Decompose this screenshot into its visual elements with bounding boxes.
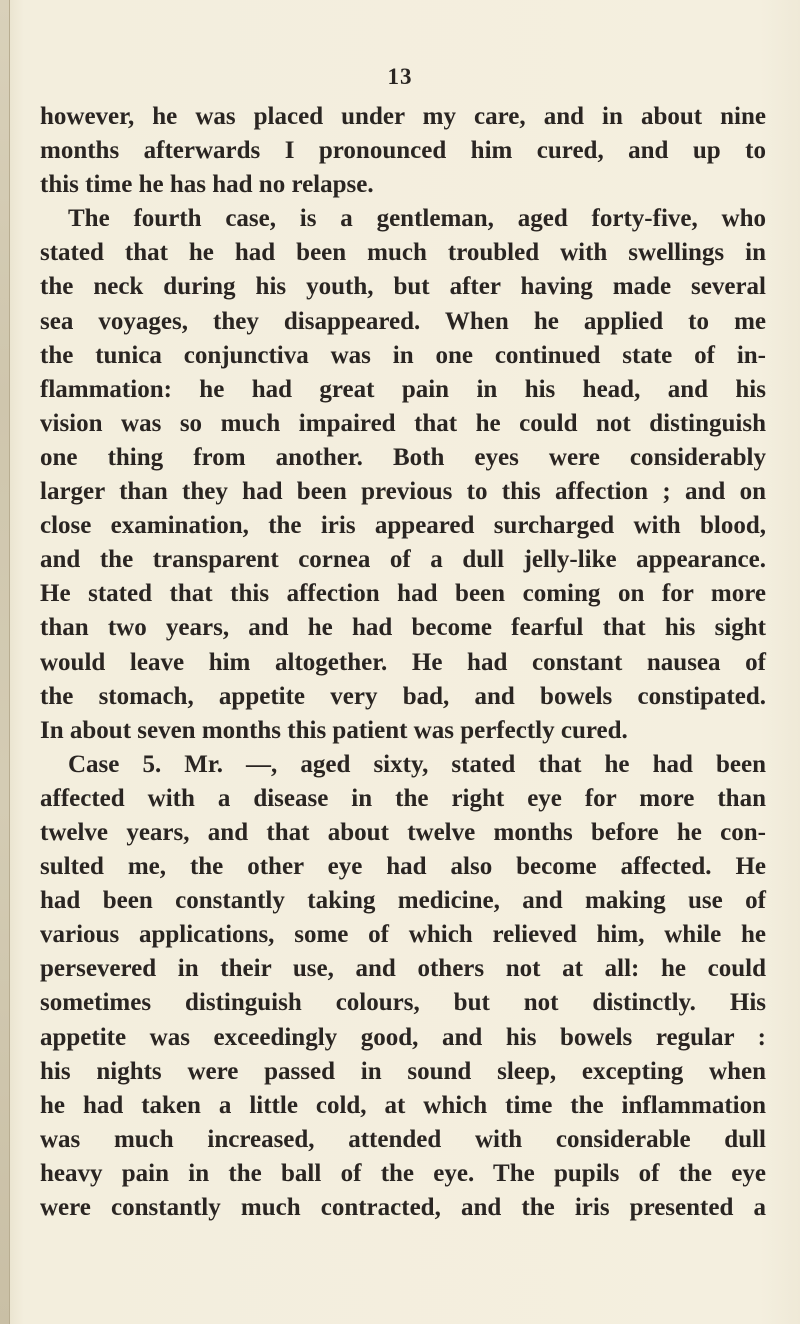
text-line: flammation: he had great pain in his head, and his <box>40 375 766 403</box>
page-number: 13 <box>387 64 413 89</box>
text-line: were constantly much contracted, and the iris presented a <box>40 1194 766 1221</box>
text-line: He stated that this affection had been coming on for more <box>40 580 766 608</box>
text-line: sometimes distinguish colours, but not distinctly. His <box>40 989 766 1017</box>
text-line: stated that he had been much troubled with swellings in <box>40 239 766 267</box>
text-line: and the transparent cornea of a dull jelly-like appearance. <box>40 546 766 574</box>
text-line: the neck during his youth, but after having made several <box>40 273 766 301</box>
text-line: had been constantly taking medicine, and making use of <box>40 887 766 915</box>
text-line: his nights were passed in sound sleep, excepting when <box>40 1057 766 1085</box>
text-line: he had taken a little cold, at which time the inflammation <box>40 1091 766 1119</box>
text-line: the tunica conjunctiva was in one continued state of in- <box>40 341 766 369</box>
body-text <box>40 100 766 1225</box>
text-line: sulted me, the other eye had also become affected. He <box>40 853 766 881</box>
text-line: close examination, the iris appeared surcharged with blood, <box>40 512 766 540</box>
text-line: In about seven months this patient was perfectly cured. <box>40 716 628 744</box>
text-line: twelve years, and that about twelve months before he con- <box>40 818 766 846</box>
text-line: months afterwards I pronounced him cured, and up to <box>40 137 766 165</box>
text-line: this time he has had no relapse. <box>40 171 374 199</box>
text-line: sea voyages, they disappeared. When he applied to me <box>40 307 766 335</box>
text-line: Case 5. Mr. —, aged sixty, stated that he had been <box>68 750 766 778</box>
text-line: affected with a disease in the right eye for more than <box>40 784 766 812</box>
text-line: appetite was exceedingly good, and his bowels regular : <box>40 1023 766 1051</box>
text-line: would leave him altogether. He had constant nausea of <box>40 648 766 676</box>
text-line: was much increased, attended with considerable dull <box>40 1125 766 1153</box>
text-line: various applications, some of which relieved him, while he <box>40 921 766 949</box>
page-binding-edge <box>0 0 10 1324</box>
text-line: vision was so much impaired that he could not distinguish <box>40 409 766 437</box>
text-line: however, he was placed under my care, and in about nine <box>40 103 766 130</box>
text-line: than two years, and he had become fearful that his sight <box>40 614 766 642</box>
text-line: the stomach, appetite very bad, and bowels constipated. <box>40 682 766 710</box>
text-line: persevered in their use, and others not at all: he could <box>40 955 766 983</box>
text-line: heavy pain in the ball of the eye. The pupils of the eye <box>40 1159 766 1187</box>
text-line: one thing from another. Both eyes were considerably <box>40 443 766 471</box>
text-line: The fourth case, is a gentleman, aged forty-five, who <box>68 205 766 233</box>
text-line: larger than they had been previous to this affection ; and on <box>40 478 766 506</box>
